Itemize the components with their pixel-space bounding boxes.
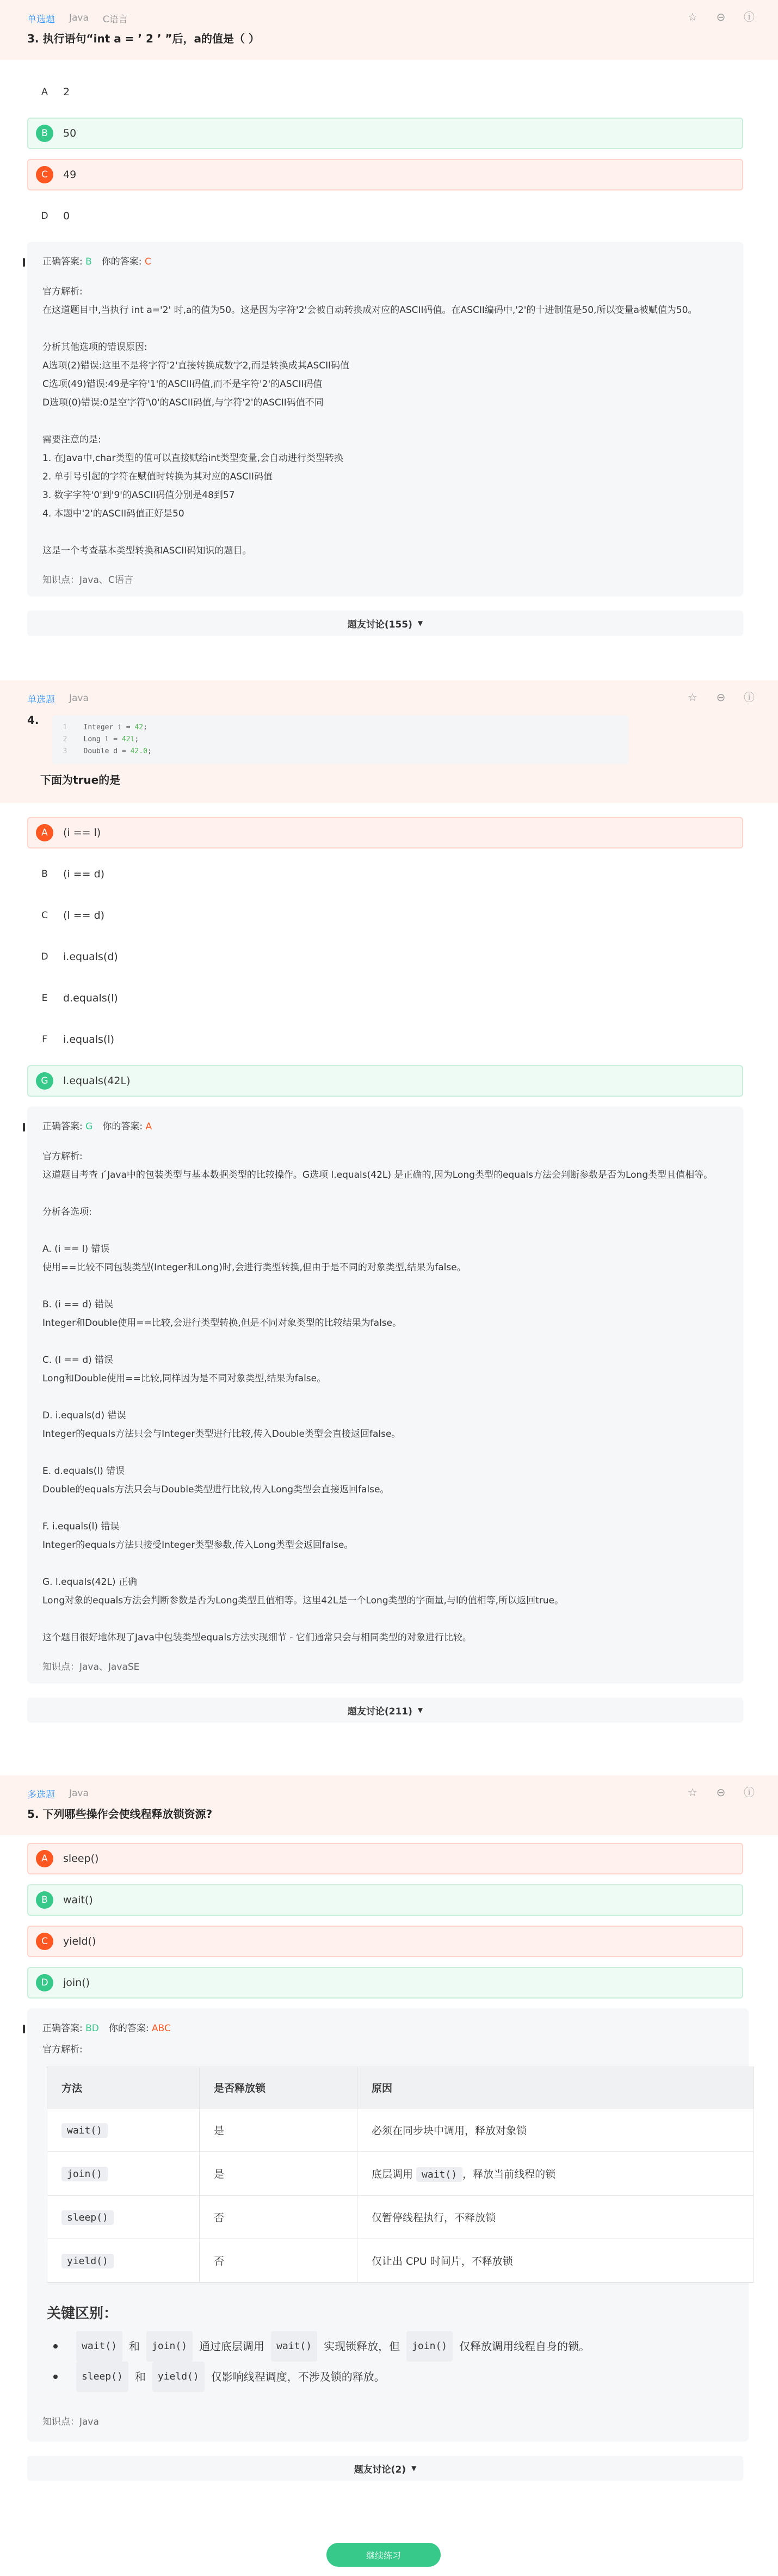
minus-circle-icon[interactable]: ⊖ (716, 691, 726, 704)
method-code: join() (146, 2331, 193, 2362)
reason-code: wait() (416, 2167, 462, 2182)
reason-text: 底层调用 (372, 2168, 417, 2180)
option-c[interactable] (27, 159, 743, 190)
discussion-button[interactable] (27, 1698, 743, 1723)
option-c[interactable] (27, 1926, 743, 1957)
release-cell: 是 (200, 2152, 357, 2196)
your-answer: C (144, 256, 151, 267)
reason-text: 必须在同步块中调用，释放对象锁 (372, 2125, 527, 2137)
discussion-button[interactable] (27, 2456, 743, 2481)
option-text: 0 (63, 210, 70, 222)
key-text: 仅释放调用线程自身的锁。 (459, 2340, 590, 2353)
option-text: i.equals(l) (63, 1034, 115, 1046)
option-text: d.equals(l) (63, 992, 118, 1004)
key-difference-title: 关键区别： (47, 2306, 118, 2322)
method-code: sleep() (61, 2210, 114, 2225)
correct-answer: G (85, 1121, 93, 1132)
question-header (0, 0, 778, 60)
method-code: yield() (152, 2362, 205, 2392)
info-icon[interactable]: ⓘ (744, 691, 755, 704)
continue-practice-button[interactable]: 继续练习 (326, 2543, 441, 2567)
question-type-tag: 单选题 (27, 14, 55, 25)
option-letter: E (41, 993, 48, 1004)
release-cell: 否 (200, 2196, 357, 2239)
bullet (53, 2344, 58, 2348)
option-text: 49 (63, 169, 77, 181)
your-answer: A (145, 1121, 152, 1132)
option-text: i.equals(d) (63, 951, 118, 963)
method-code: join() (61, 2167, 108, 2181)
method-cell (47, 2108, 200, 2152)
analysis-label: 官方解析: (42, 2044, 83, 2055)
option-letter: B (36, 1891, 53, 1909)
code-text: ; (147, 747, 152, 755)
release-cell: 是 (200, 2108, 357, 2152)
answer-line (42, 1118, 728, 1132)
method-cell (47, 2196, 200, 2239)
table-row (47, 2196, 754, 2239)
code-text: Integer i = (83, 723, 135, 731)
discussion-label: 题友讨论(211) (347, 1706, 412, 1717)
analysis-panel (27, 242, 743, 597)
option-text: (i == l) (63, 827, 101, 839)
reason-cell (357, 2108, 754, 2152)
option-letter: F (42, 1034, 47, 1045)
line-number: 1 (63, 723, 67, 731)
reason-cell (357, 2239, 754, 2283)
question-title: 3. 执行语句“int a = ’ 2 ’ ”后，a的值是（ ） (27, 32, 260, 45)
question-4 (0, 680, 778, 1723)
option-letter: C (36, 1933, 53, 1950)
info-icon[interactable]: ⓘ (744, 10, 755, 23)
analysis-panel (27, 1106, 743, 1683)
release-cell: 否 (200, 2239, 357, 2283)
option-letter: A (36, 1850, 53, 1867)
minus-circle-icon[interactable]: ⊖ (716, 10, 726, 23)
category-tag: Java (69, 693, 89, 704)
method-code: join() (406, 2331, 453, 2362)
table-row (47, 2108, 754, 2152)
code-block (52, 715, 629, 764)
option-text: (i == d) (63, 868, 105, 880)
star-icon[interactable]: ☆ (688, 10, 697, 23)
code-line (63, 734, 618, 746)
code-text: ; (134, 735, 139, 743)
discussion-label: 题友讨论(2) (354, 2464, 406, 2475)
option-text: (l == d) (63, 909, 105, 921)
category-tag: Java (69, 1788, 89, 1799)
code-literal: 42.0 (130, 747, 147, 755)
question-5 (0, 1775, 778, 2481)
option-d[interactable] (27, 941, 743, 973)
method-cell (47, 2239, 200, 2283)
question-3 (0, 0, 778, 636)
method-code: yield() (61, 2254, 114, 2268)
option-letter: A (41, 87, 48, 97)
method-code: wait() (61, 2123, 108, 2138)
analysis-text: 官方解析: 在这道题目中,当执行 int a='2' 时,a的值为50。这是因为字符'2'会被自动转换成对应的ASCII码值。在ASCII编码中,'2'的十进制值是50,所以变量a被赋值为50。 分析其他选项的错误原因: A选项(2)错误:这里不是将字符'2'直接转换成数字2,而是转换成其ASCII码值 C选项(49)错误:49是字符'1'的ASCII码值,而不是字符'2'的ASCII码值 D选项(0)错误:0是空字符'\0'的ASCII码值,与字符'2'的ASCII码值不同 需要注意的是: 1. 在Java中,char类型的值可以直接赋给int类型变量,会自动进行类型转换 2. 单引号引起的字符在赋值时转换为其对应的ASCII码值 3. 数字字符'0'到'9'的ASCII码值分别是48到57 4. 本题中'2'的ASCII码值正好是50 这是一个考查基本类型转换和ASCII码知识的题目。 (42, 286, 697, 556)
option-f[interactable] (27, 1024, 743, 1055)
correct-answer-label: 正确答案: (42, 1121, 83, 1132)
knowledge-points: 知识点：Java、JavaSE (42, 1662, 140, 1673)
analysis-panel (27, 2008, 749, 2442)
option-text: 2 (63, 86, 70, 98)
analysis-text: 官方解析: 这道题目考查了Java中的包装类型与基本数据类型的比较操作。G选项 l.equals(42L) 是正确的,因为Long类型的equals方法会判断参数是否为Long类型且值相等。 分析各选项: A. (i == l) 错误 使用==比较不同包装类型(Integer和Long)时,会进行类型转换,但由于是不同的对象类型,结果为false。 B. (i == d) 错误 Integer和Double使用==比较,会进行类型转换,但是不同对象类型的比较结果为false。 C. (l == d) 错误 Long和Double使用==比较,同样因为是不同对象类型,结果为false。 D. i.equals(d) 错误 Integer的equals方法只会与Integer类型进行比较,传入Double类型会直接返回false。 E. d.equals(l) 错误 Double的equals方法只会与Double类型进行比较,传入Long类型会直接返回false。 F. i.equals(l) 错误 Integer的equals方法只接受Integer类型参数,传入Long类型会返回false。 G. l.equals(42L) 正确 Long对象的equals方法会判断参数是否为Long类型且值相等。这里42L是一个Long类型的字面量,与l的值相等,所以返回true。 这个题目很好地体现了Java中包装类型equals方法实现细节 - 它们通常只会与相同类型的对象进行比较。 (42, 1151, 713, 1643)
key-text: 实现锁释放，但 (324, 2340, 400, 2353)
option-text: wait() (63, 1894, 93, 1906)
key-text: 仅影响线程调度，不涉及锁的释放。 (211, 2370, 385, 2383)
your-answer-label: 你的答案: (101, 256, 142, 267)
method-code: sleep() (76, 2362, 128, 2392)
correct-answer: BD (85, 2023, 99, 2034)
option-d[interactable] (27, 200, 743, 232)
code-text: ; (143, 723, 147, 731)
code-line (63, 746, 618, 758)
star-icon[interactable]: ☆ (688, 691, 697, 704)
option-letter: D (41, 211, 48, 222)
answer-line (42, 2020, 749, 2034)
reason-text: 仅暂停线程执行，不释放锁 (372, 2212, 496, 2224)
option-letter: C (41, 910, 48, 921)
option-letter: D (41, 951, 48, 962)
question-header (0, 680, 778, 803)
option-letter: A (36, 824, 53, 841)
option-c[interactable] (27, 900, 743, 931)
reason-text: ，释放当前线程的锁 (462, 2168, 556, 2180)
answer-line (42, 254, 728, 267)
line-number: 3 (63, 747, 67, 755)
comparison-table (47, 2067, 754, 2283)
section-marker (23, 2025, 25, 2033)
discussion-button[interactable] (27, 611, 743, 636)
option-d[interactable] (27, 1967, 743, 1999)
option-a[interactable] (27, 817, 743, 849)
caret-down-icon: ▼ (417, 1706, 423, 1714)
discussion-label: 题友讨论(155) (347, 619, 412, 630)
code-text: Double d = (83, 747, 131, 755)
option-text: 50 (63, 127, 77, 139)
code-text: Long l = (83, 735, 122, 743)
method-code: wait() (271, 2331, 317, 2362)
reason-text: 仅让出 CPU 时间片，不释放锁 (372, 2255, 513, 2267)
your-answer: ABC (152, 2023, 171, 2034)
correct-answer: B (85, 256, 92, 267)
knowledge-points: 知识点：Java、C语言 (42, 575, 133, 586)
star-icon[interactable]: ☆ (688, 1786, 697, 1799)
option-a[interactable] (27, 76, 743, 108)
question-type-tag: 单选题 (27, 694, 55, 705)
method-cell (47, 2152, 200, 2196)
key-text: 和 (134, 2370, 146, 2383)
table-row (47, 2152, 754, 2196)
reason-cell (357, 2196, 754, 2239)
option-text: sleep() (63, 1853, 99, 1865)
table-header: 是否释放锁 (200, 2067, 357, 2108)
correct-answer-label: 正确答案: (42, 2023, 83, 2034)
category-tag: Java (69, 13, 89, 23)
table-header: 方法 (47, 2067, 200, 2108)
question-type-tag: 多选题 (27, 1789, 55, 1800)
method-code: wait() (76, 2331, 122, 2362)
key-text: 通过底层调用 (199, 2340, 265, 2353)
option-e[interactable] (27, 982, 743, 1014)
option-b[interactable] (27, 1884, 743, 1916)
section-marker (23, 1123, 25, 1132)
option-b[interactable] (27, 858, 743, 890)
option-text: join() (63, 1977, 90, 1989)
question-number: 4. (27, 714, 39, 727)
option-letter: B (41, 869, 48, 880)
key-point (53, 2331, 749, 2362)
key-text: 和 (129, 2340, 140, 2353)
info-icon[interactable]: ⓘ (744, 1786, 755, 1799)
option-b[interactable] (27, 118, 743, 149)
bullet (53, 2375, 58, 2379)
category-tag: C语言 (102, 14, 128, 25)
question-header (0, 1775, 778, 1835)
question-title: 下面为true的是 (40, 773, 121, 786)
caret-down-icon: ▼ (411, 2464, 417, 2472)
reason-cell (357, 2152, 754, 2196)
option-text: yield() (63, 1935, 96, 1947)
option-a[interactable] (27, 1843, 743, 1874)
table-header: 原因 (357, 2067, 754, 2108)
caret-down-icon: ▼ (417, 619, 423, 627)
option-letter: B (36, 125, 53, 142)
code-literal: 42 (134, 723, 144, 731)
correct-answer-label: 正确答案: (42, 256, 83, 267)
code-line (63, 722, 618, 734)
option-text: l.equals(42L) (63, 1075, 131, 1087)
knowledge-points: 知识点：Java (42, 2417, 99, 2427)
line-number: 2 (63, 735, 67, 743)
option-letter: D (36, 1974, 53, 1991)
table-row (47, 2239, 754, 2283)
minus-circle-icon[interactable]: ⊖ (716, 1786, 726, 1799)
section-marker (23, 258, 25, 267)
your-answer-label: 你的答案: (108, 2023, 149, 2034)
option-letter: G (36, 1072, 53, 1090)
question-title: 5. 下列哪些操作会使线程释放锁资源? (27, 1807, 213, 1821)
code-literal: 42l (121, 735, 135, 743)
option-g[interactable] (27, 1065, 743, 1097)
key-point (53, 2362, 749, 2392)
your-answer-label: 你的答案: (102, 1121, 143, 1132)
option-letter: C (36, 166, 53, 183)
